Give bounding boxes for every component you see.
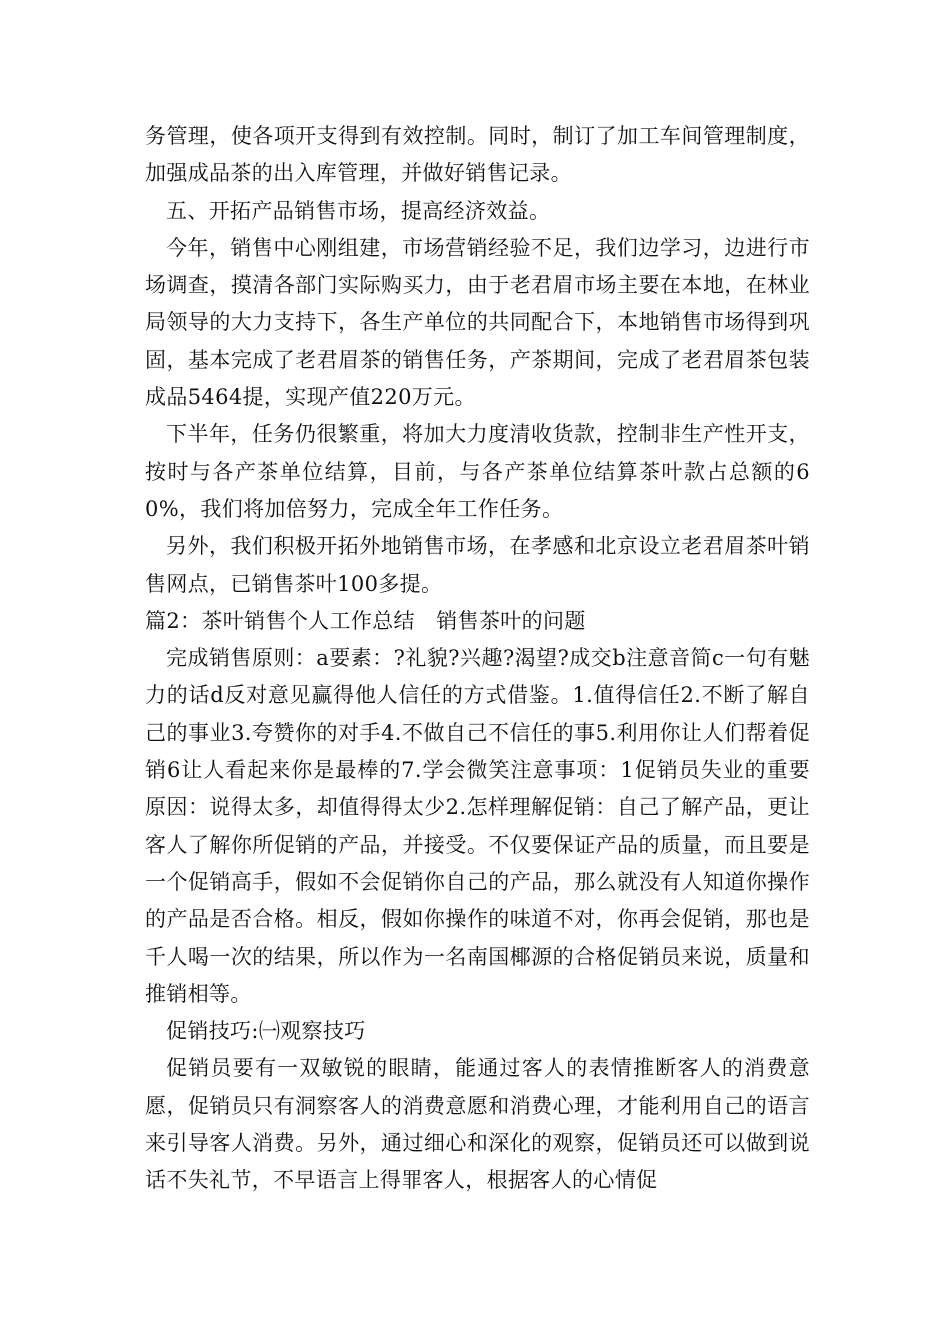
- paragraph-continuation: 务管理，使各项开支得到有效控制。同时，制订了加工车间管理制度，加强成品茶的出入库管理，并做好销售记录。: [145, 124, 810, 186]
- paragraph-observation: 促销员要有一双敏锐的眼睛，能通过客人的表情推断客人的消费意愿，促销员只有洞察客人的消费意愿和消费心理，才能利用自己的语言来引导客人消费。另外，通过细心和深化的观察，促销员还可以做到说话不失礼节，不早语言上得罪客人，根据客人的心情促: [145, 1056, 810, 1193]
- subheading-promotion-skills: 促销技巧:㈠观察技巧: [166, 1019, 366, 1044]
- paragraph-market: 今年，销售中心刚组建，市场营销经验不足，我们边学习，边进行市场调查，摸清各部门实际购买力，由于老君眉市场主要在本地，在林业局领导的大力支持下，各生产单位的共同配合下，本地销售市场得到巩固，基本完成了老君眉茶的销售任务，产茶期间，完成了老君眉茶包装成品5464提，实现产值220万元。: [145, 235, 810, 410]
- article-heading: 篇2：茶叶销售个人工作总结 销售茶叶的问题: [145, 608, 586, 633]
- paragraph-sales-principles: 完成销售原则：a要素：?礼貌?兴趣?渴望?成交b注意音简c一句有魅力的话d反对意见赢得他人信任的方式借鉴。1.值得信任2.不断了解自己的事业3.夸赞你的对手4.不做自己不信任的事5.利用你让人们帮着促销6让人看起来你是最棒的7.学会微笑注意事项：1促销员失业的重要原因：说得太多，却值得得太少2.怎样理解促销：自己了解产品，更让客人了解你所促销的产品，并接受。不仅要保证产品的质量，而且要是一个促销高手，假如不会促销你自己的产品，那么就没有人知道你操作的产品是否合格。相反，假如你操作的味道不对，你再会促销，那也是千人喝一次的结果，所以作为一名南国椰源的合格促销员来说，质量和推销相等。: [145, 646, 810, 1006]
- section-heading-five: 五、开拓产品销售市场，提高经济效益。: [166, 198, 551, 223]
- document-body: [145, 118, 810, 1200]
- paragraph-second-half: 下半年，任务仍很繁重，将加大力度清收货款，控制非生产性开支，按时与各产茶单位结算，目前，与各产茶单位结算茶叶款占总额的60%，我们将加倍努力，完成全年工作任务。: [145, 422, 810, 521]
- paragraph-other-markets: 另外，我们积极开拓外地销售市场，在孝感和北京设立老君眉茶叶销售网点，已销售茶叶100多提。: [145, 534, 810, 596]
